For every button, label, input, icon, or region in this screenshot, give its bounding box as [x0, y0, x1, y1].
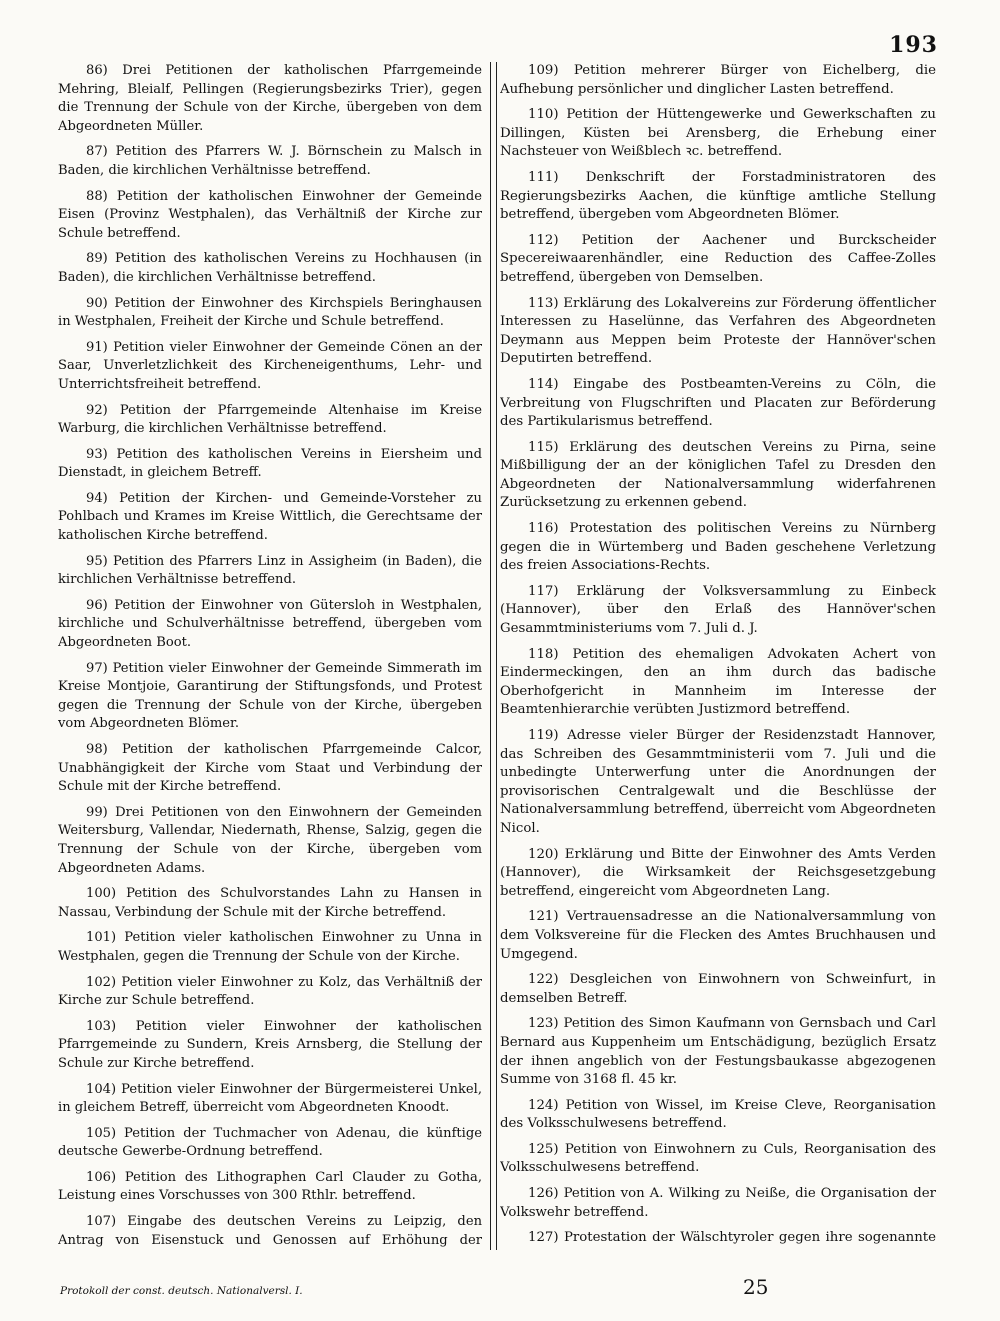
petition-entry: 119) Adresse vieler Bürger der Residenzstadt Hannover, das Schreiben des Gesammtministerii vom 7. Juli und die unbedingte Unterwerfung unter die Anordnungen der provisorischen Centralgewalt und die Beschlüsse der Nationalversammlung betreffend, überreicht vom Abgeordneten Nicol. — [500, 728, 936, 836]
petition-entry: 86) Drei Petitionen der katholischen Pfarrgemeinde Mehring, Bleialf, Pellingen (Regierungsbezirks Trier), gegen die Trennung der Schule von der Kirche, übergeben von dem Abgeordneten Müller. — [58, 63, 482, 134]
petition-entry: 95) Petition des Pfarrers Linz in Assigheim (in Baden), die kirchlichen Verhältnisse betreffend. — [58, 553, 482, 588]
petition-entry: 104) Petition vieler Einwohner der Bürgermeisterei Unkel, in gleichem Betreff, überreicht vom Abgeordneten Knoodt. — [58, 1081, 482, 1116]
petition-entry: 126) Petition von A. Wilking zu Neiße, die Organisation der Volkswehr betreffend. — [500, 1186, 936, 1220]
petition-entry: 103) Petition vieler Einwohner der katholischen Pfarrgemeinde zu Sundern, Kreis Arnsberg, die Stellung der Schule zur Kirche betreffend. — [58, 1018, 482, 1071]
petition-entry: 114) Eingabe des Postbeamten-Vereins zu Cöln, die Verbreitung von Flugschriften und Placaten zur Beförderung des Partikularismus betreffend. — [500, 376, 936, 430]
petition-entry: 91) Petition vieler Einwohner der Gemeinde Cönen an der Saar, Unverletzlichkeit des Kircheneigenthums, Lehr- und Unterrichtsfreiheit betreffend. — [58, 339, 482, 392]
left-column — [58, 62, 482, 1250]
petition-entry: 90) Petition der Einwohner des Kirchspiels Beringhausen in Westphalen, Freiheit der Kirche und Schule betreffend. — [58, 295, 482, 330]
petition-entry: 112) Petition der Aachener und Burckscheider Specereiwaarenhändler, eine Reduction des Caffee-Zolles betreffend, übergeben von Demselben. — [500, 232, 936, 285]
petition-entry: 123) Petition des Simon Kaufmann von Gernsbach und Carl Bernard aus Kuppenheim um Entschädigung, bezüglich Ersatz der ihnen angeblich von der Festungsbaukasse abgezogenen Summe von 3168 fl. 45 kr. — [500, 1016, 936, 1088]
petition-entry: 116) Protestation des politischen Vereins zu Nürnberg gegen die in Würtemberg und Baden geschehene Verletzung des freien Associations-Rechts. — [500, 521, 936, 574]
petition-entry: 117) Erklärung der Volksversammlung zu Einbeck (Hannover), über den Erlaß des Hannöver'schen Gesammtministeriums vom 7. Juli d. J. — [500, 583, 936, 637]
signature-mark: 25 — [743, 1275, 769, 1299]
petition-entry: 102) Petition vieler Einwohner zu Kolz, das Verhältniß der Kirche zur Schule betreffend. — [58, 974, 482, 1009]
petition-entry: 99) Drei Petitionen von den Einwohnern der Gemeinden Weitersburg, Vallendar, Niedernath, Rhense, Salzig, gegen die Trennung der Schule von der Kirche, übergeben vom Abgeordneten Adams. — [58, 804, 482, 876]
footer-note: Protokoll der const. deutsch. Nationalversl. I. — [60, 1285, 303, 1297]
petition-entry: 111) Denkschrift der Forstadministratoren des Regierungsbezirks Aachen, die künftige amtliche Stellung betreffend, übergeben vom Abgeordneten Blömer. — [500, 169, 936, 223]
petition-entry: 97) Petition vieler Einwohner der Gemeinde Simmerath im Kreise Montjoie, Garantirung der Stiftungsfonds, und Protest gegen die Trennung der Schule von der Kirche, übergeben vom Abgeordneten Blömer. — [58, 660, 482, 732]
petition-entry: 105) Petition der Tuchmacher von Adenau, die künftige deutsche Gewerbe-Ordnung betreffend. — [58, 1125, 482, 1160]
column-divider — [490, 62, 497, 1250]
petition-entry: 118) Petition des ehemaligen Advokaten Achert von Eindermeckingen, den an ihm durch das badische Oberhofgericht in Mannheim im Interesse der Beamtenhierarchie verübten Justizmord betreffend. — [500, 646, 936, 718]
petition-entry: 92) Petition der Pfarrgemeinde Altenhaise im Kreise Warburg, die kirchlichen Verhältnisse betreffend. — [58, 402, 482, 437]
petition-entry: 89) Petition des katholischen Vereins zu Hochhausen (in Baden), die kirchlichen Verhältnisse betreffend. — [58, 251, 482, 285]
petition-entry: 122) Desgleichen von Einwohnern von Schweinfurt, in demselben Betreff. — [500, 972, 936, 1006]
petition-entry: 124) Petition von Wissel, im Kreise Cleve, Reorganisation des Volksschulwesens betreffend. — [500, 1097, 936, 1132]
petition-entry: 100) Petition des Schulvorstandes Lahn zu Hansen in Nassau, Verbindung der Schule mit der Kirche betreffend. — [58, 886, 482, 920]
petition-entry: 107) Eingabe des deutschen Vereins zu Leipzig, den Antrag von Eisenstuck und Genossen auf Erhöhung der — [58, 1214, 482, 1248]
petition-entry: 110) Petition der Hüttengewerke und Gewerkschaften zu Dillingen, Küsten bei Arensberg, die Erhebung einer Nachsteuer von Weißblech ꝛc. betreffend. — [500, 107, 936, 160]
petition-entry: 88) Petition der katholischen Einwohner der Gemeinde Eisen (Provinz Westphalen), das Verhältniß der Kirche zur Schule betreffend. — [58, 188, 482, 241]
right-column — [500, 62, 936, 1250]
petition-entry: 109) Petition mehrerer Bürger von Eichelberg, die Aufhebung persönlicher und dinglicher Lasten betreffend. — [500, 63, 936, 97]
petition-entry: 94) Petition der Kirchen- und Gemeinde-Vorsteher zu Pohlbach und Krames im Kreise Wittlich, die Gerechtsame der katholischen Kirche betreffend. — [58, 490, 482, 544]
petition-entry: 115) Erklärung des deutschen Vereins zu Pirna, seine Mißbilligung der an der königlichen Tafel zu Dresden den Abgeordneten der Nationalversammlung widerfahrenen Zurücksetzung zu erkennen gebend. — [500, 439, 936, 511]
petition-entry: 120) Erklärung und Bitte der Einwohner des Amts Verden (Hannover), die Wirksamkeit der Reichsgesetzgebung betreffend, eingereicht vom Abgeordneten Lang. — [500, 846, 936, 899]
petition-entry: 87) Petition des Pfarrers W. J. Börnschein zu Malsch in Baden, die kirchlichen Verhältnisse betreffend. — [58, 144, 482, 178]
petition-entry: 121) Vertrauensadresse an die Nationalversammlung von dem Volksvereine für die Flecken des Amtes Bruchhausen und Umgegend. — [500, 909, 936, 962]
text-columns — [58, 62, 938, 1250]
petition-entry: 113) Erklärung des Lokalvereins zur Förderung öffentlicher Interessen zu Haselünne, das Verfahren des Abgeordneten Deymann aus Meppen beim Proteste der Hannöver'schen Deputirten betreffend. — [500, 295, 936, 367]
petition-entry: 101) Petition vieler katholischen Einwohner zu Unna in Westphalen, gegen die Trennung der Schule von der Kirche. — [58, 930, 482, 964]
petition-entry: 98) Petition der katholischen Pfarrgemeinde Calcor, Unabhängigkeit der Kirche vom Staat und Verbindung der Schule mit der Kirche betreffend. — [58, 742, 482, 795]
page-number: 193 — [889, 32, 938, 58]
petition-entry: 127) Protestation der Wälschtyroler gegen ihre sogenannte — [528, 1230, 936, 1246]
petition-entry: 106) Petition des Lithographen Carl Clauder zu Gotha, Leistung eines Vorschusses von 300 Rthlr. betreffend. — [58, 1169, 482, 1204]
petition-entry: 96) Petition der Einwohner von Gütersloh in Westphalen, kirchliche und Schulverhältnisse betreffend, übergeben vom Abgeordneten Boot. — [58, 597, 482, 651]
petition-entry: 125) Petition von Einwohnern zu Culs, Reorganisation des Volksschulwesens betreffend. — [500, 1141, 936, 1176]
petition-entry: 93) Petition des katholischen Vereins in Eiersheim und Dienstadt, in gleichem Betreff. — [58, 446, 482, 481]
